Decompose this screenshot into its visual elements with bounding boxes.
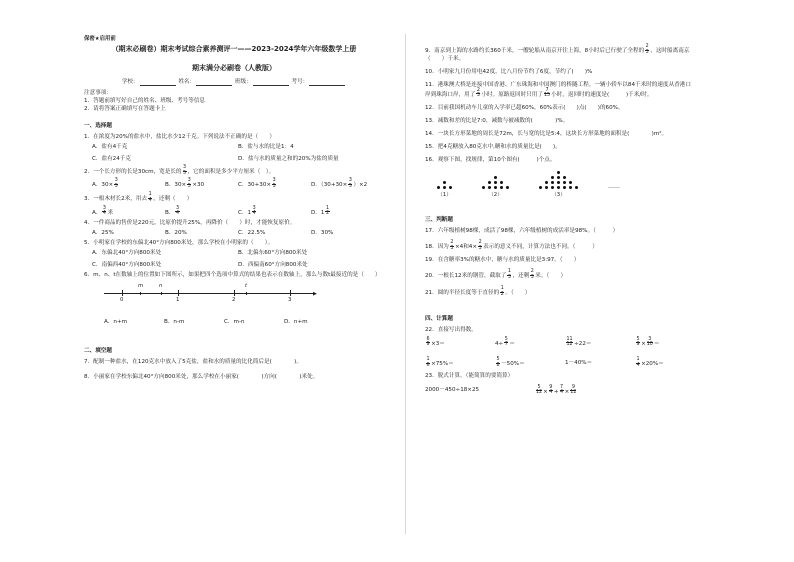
option[interactable]: B．20%: [165, 230, 187, 237]
option[interactable]: D．盐与水的质量之和的20%为盐的质量: [238, 155, 339, 162]
figure-caption: （3）: [551, 192, 566, 199]
option[interactable]: D．1 $\frac{1}{2}$: [311, 205, 330, 217]
option[interactable]: D．（30+30× $\frac{3}{5}$ ）×2: [311, 178, 368, 190]
question-19: 19．在含糖率3%的糖水中，糖与水的质量比是3:97。（ ）: [425, 257, 580, 264]
option[interactable]: B．北偏东60°方向800米处: [238, 250, 308, 257]
option[interactable]: D．30%: [311, 230, 334, 237]
note-item: 2．请将答案正确填写在答题卡上: [84, 105, 166, 112]
tick: [178, 290, 179, 296]
class-label: 班级：: [234, 78, 252, 85]
figure-caption: （2）: [488, 192, 503, 199]
option[interactable]: B．30× $\frac{3}{5}$ ×30: [165, 178, 205, 190]
exam-subtitle: 期末满分必刷卷（人教版）: [192, 64, 276, 73]
tick-label: 0: [120, 297, 124, 304]
question-5: 5．小明家在学校的东偏北40°方向800米处，那么学校在小明家的（ ）。: [84, 240, 274, 247]
section-heading: 一、选择题: [84, 122, 112, 129]
arrow-right-icon: ▶: [313, 290, 317, 297]
question-11: 11．港珠澳大桥是连接中国香港、广东珠海和中国澳门的桥隧工程。一辆小轿车以84千米时的速度从香港口 岸到珠海口岸，用了 $\frac{2}{3}$ 小时。原路返回时只用了 $\frac{7}{15}$ 小时，返回时的速度是( )千米/时。: [425, 81, 691, 99]
option[interactable]: C．南偏西40°方向800米处: [92, 262, 162, 269]
calc-item: $\frac{1}{6}$ ×75%＝: [426, 357, 454, 368]
option[interactable]: C．30+30× $\frac{3}{5}$: [238, 178, 276, 190]
option[interactable]: A．30× $\frac{3}{5}$: [92, 178, 118, 190]
tick: [290, 290, 291, 296]
tick: [234, 290, 235, 296]
section-heading: 四、计算题: [425, 315, 453, 322]
fraction: $\frac{3}{5}$: [183, 164, 187, 176]
number-field[interactable]: [309, 79, 345, 86]
calc-item: $\frac{5}{9}$ × $\frac{3}{10}$ ＝: [636, 336, 660, 348]
calc-item: $\frac{6}{9}$ ×3＝: [426, 336, 445, 348]
school-field[interactable]: [140, 79, 176, 86]
step-calc-row: [425, 386, 769, 397]
question-4-options: [92, 230, 384, 237]
question-20: 20．一根长12米的钢管，截取了 $\frac{1}{3}$ ，还剩 $\frac{2}{3}$ 米。（ ）: [425, 269, 567, 281]
school-label: 学校：: [121, 78, 139, 85]
option[interactable]: C．盐有24千克: [92, 155, 131, 162]
tick-label: 1: [176, 297, 180, 304]
column-divider: [405, 34, 406, 534]
question-6-options: [104, 319, 344, 326]
number-line-axis: [104, 293, 316, 294]
question-text: ，它的面积是多少平方厘米（ ）。: [187, 168, 275, 175]
note-item: 1．答题前填写好自己的姓名、班级、考号等信息: [84, 97, 206, 104]
exam-title: （期末必刷卷）期末考试综合素养测评一——2023-2024学年六年级数学上册: [111, 44, 357, 53]
option[interactable]: B． $\frac{3}{4}$: [165, 205, 179, 217]
question-6: 6．m、n、t在数轴上的位置如下图所示，如果把四个选项中算式的结果也表示在数轴上，那么与数t最接近的是（ ）: [84, 272, 381, 279]
question-16: 16．观察下图，找规律，第10个图有( )个点。: [425, 157, 556, 164]
tick-m: [140, 292, 141, 295]
option[interactable]: A．东偏北40°方向800米处: [92, 250, 162, 257]
question-18: 18．因为 $\frac{2}{3}$ ×4和4× $\frac{2}{3}$ 表示的意义不同，计算方法也不同。（ ）: [425, 239, 598, 251]
expression: $\frac{5}{12}$ × $\frac{9}{4}$ + $\frac{7}{4}$ × $\frac{9}{12}$: [536, 384, 577, 396]
question-text: 2．一个长方形的长是30cm，宽是长的: [84, 168, 182, 175]
question-10: 10．小明家九月份用电42度，比八月份节约了6度，节约了( )%: [425, 68, 593, 75]
option[interactable]: C．1 $\frac{3}{4}$: [238, 205, 256, 217]
calc-item: $\frac{5}{8}$ －50%＝: [496, 357, 525, 368]
student-info-line: [84, 79, 384, 86]
option[interactable]: A．n+m: [104, 319, 128, 326]
name-label: 姓名：: [178, 78, 196, 85]
question-23: 23．脱式计算。（能简算的要简算）: [425, 372, 514, 379]
tick-label: 3: [288, 297, 292, 304]
notes: [84, 90, 384, 113]
question-1: 1．在浓度为20%的盐水中，盐比水少12千克。下列说法不正确的是（ ）: [84, 133, 275, 140]
question-3: 3．一根木材长2米，用去 $\frac{1}{4}$ ，还剩（ ）: [84, 192, 193, 203]
number-line: [104, 283, 324, 317]
question-2: [84, 166, 384, 177]
dot-figure-3: [539, 169, 578, 199]
question-2-options: [92, 179, 384, 190]
name-field[interactable]: [196, 79, 232, 86]
question-21: 21．圆的半径长度等于直径的 $\frac{1}{2}$ 。（ ）: [425, 285, 531, 297]
question-22: 22．直接写出得数。: [425, 326, 477, 333]
question-4: 4．一件商品的售价是220元，比原价提升25%，再降价（ ）时，才能恢复原价。: [84, 220, 296, 227]
dot-figure-1: [437, 179, 452, 199]
dot-figure-2: [482, 174, 509, 199]
notes-heading: 注意事项：: [84, 89, 112, 96]
question-13: 13．减数和差的比是7:0，减数与被减数的( )%。: [425, 118, 569, 125]
option[interactable]: C．m-n: [224, 319, 245, 326]
tick-label: 2: [232, 297, 236, 304]
right-column: [425, 42, 769, 402]
option[interactable]: D．西偏南60°方向800米处: [238, 262, 308, 269]
question-3-options: [92, 207, 384, 218]
calc-item: 1－40%＝: [565, 359, 593, 366]
question-15: 15．把4克糖放入80克水中,糖和水的质量比是( )。: [425, 144, 561, 151]
question-17: 17．六年级植树98棵，成活了98棵，六年级植树的成活率是98%。（ ）: [425, 227, 619, 234]
section-heading: 二、填空题: [84, 348, 112, 355]
number-label: 考号：: [291, 78, 309, 85]
mark-label: m: [138, 283, 144, 290]
mark-label: t: [245, 283, 248, 290]
tick-n: [161, 292, 162, 295]
expression: 2000－450÷18×25: [425, 387, 480, 394]
section-heading: 三、判断题: [425, 216, 453, 223]
fraction: $\frac{2}{3}$: [645, 44, 649, 55]
question-1-options: [92, 144, 384, 163]
question-8: 8．小丽家在学校东偏北40°方向800米处，那么学校在小丽家( )方向( )米处。: [84, 374, 319, 381]
direct-calc-grid: [425, 338, 769, 369]
dot-pattern-figure: [437, 169, 769, 199]
class-field[interactable]: [253, 79, 289, 86]
option[interactable]: D．n+m: [284, 319, 308, 326]
tick-t: [246, 292, 247, 295]
secret-tag: 保密★启用前: [84, 36, 116, 42]
option[interactable]: A． $\frac{3}{4}$ 米: [92, 205, 114, 217]
ellipsis: ……: [608, 183, 620, 191]
question-7: 7．配制一种盐水，在120克水中放入了5克盐，盐和水的质量的比化简后是( )。: [84, 359, 302, 366]
question-text: （ ）千米。: [425, 55, 465, 62]
option[interactable]: A．25%: [92, 230, 114, 237]
option[interactable]: B．盐与水的比是1：4: [238, 143, 294, 150]
option[interactable]: B．n-m: [164, 319, 185, 326]
option[interactable]: A．盐有4千克: [92, 143, 128, 150]
fraction: $\frac{1}{4}$: [148, 192, 152, 203]
question-5-options: [92, 250, 384, 269]
mark-label: n: [159, 283, 163, 290]
calc-item: 4÷ $\frac{5}{7}$ ＝: [495, 336, 515, 348]
figure-caption: （1）: [437, 192, 452, 199]
left-column: [84, 36, 384, 384]
calc-item: $\frac{1}{4}$ ×20%＝: [636, 357, 664, 368]
calc-item: $\frac{11}{12}$ ÷22＝: [566, 336, 592, 348]
question-14: 14．一块长方形菜地的周长是72m，长与宽的比是5:4，这块长方形菜地的面积是( )m²。: [425, 131, 668, 138]
tick: [122, 290, 123, 296]
question-9: 9．南京到上海的水路约长360千米，一艘轮船从南京开往上海，8小时后已行驶了全程的 $\frac{2}{3}$ ，这时船离南京 （ ）千米。: [425, 45, 769, 63]
option[interactable]: C．22.5%: [238, 230, 266, 237]
question-12: 12．目前我国机动车儿童的入学率已超60%，60%表示( )点( )的60%。: [425, 105, 624, 112]
